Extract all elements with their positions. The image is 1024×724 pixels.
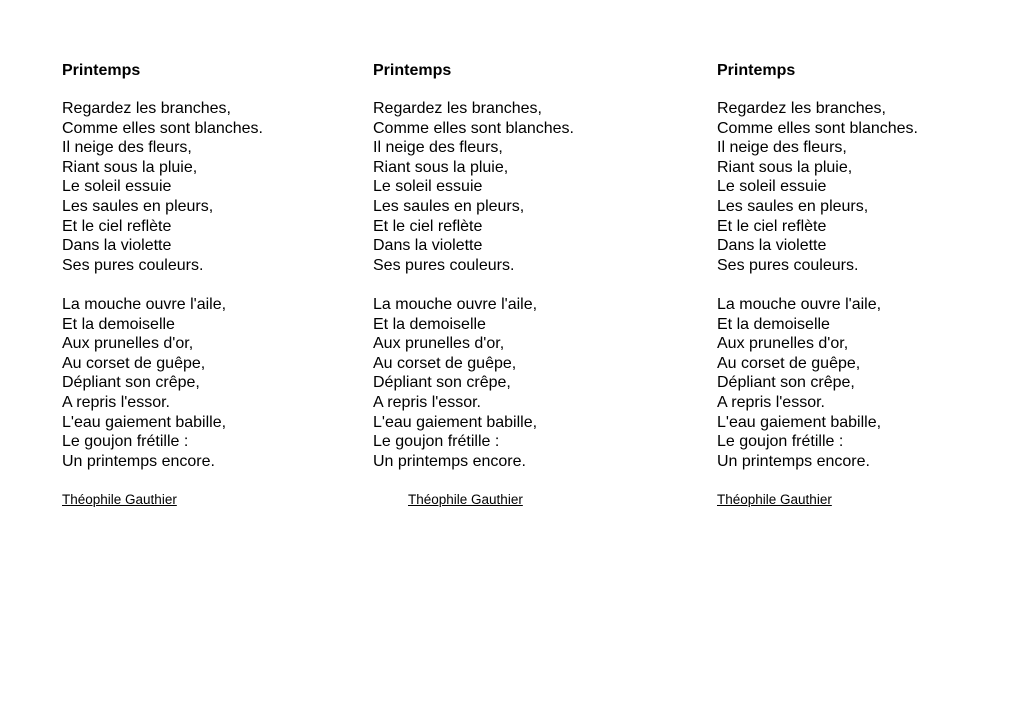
- verse-line: Ses pures couleurs.: [717, 256, 859, 274]
- stanza-1: [373, 99, 673, 275]
- verse-line: Dans la violette: [373, 237, 483, 255]
- verse-line: Regardez les branches,: [373, 100, 542, 117]
- verse-line: A repris l'essor.: [62, 393, 170, 411]
- verse-line: Le goujon frétille :: [62, 433, 189, 451]
- verse-line: Et la demoiselle: [62, 315, 175, 333]
- verse-line: Riant sous la pluie,: [62, 158, 198, 176]
- poem-title: Printemps: [373, 62, 452, 79]
- verse-line: Regardez les branches,: [62, 100, 231, 117]
- verse-line: Les saules en pleurs,: [373, 197, 525, 215]
- verse-line: Le goujon frétille :: [717, 433, 844, 451]
- verse-line: Le soleil essuie: [373, 178, 483, 196]
- verse-line: Comme elles sont blanches.: [373, 119, 574, 137]
- stanza-2: [373, 295, 673, 471]
- verse-line: Regardez les branches,: [717, 100, 886, 117]
- stanza-1: [717, 99, 1017, 275]
- verse-line: Un printemps encore.: [62, 452, 215, 470]
- poem-title: Printemps: [717, 62, 796, 79]
- verse-line: Dépliant son crêpe,: [717, 374, 855, 392]
- verse-line: Les saules en pleurs,: [717, 197, 869, 215]
- verse-line: Dépliant son crêpe,: [62, 374, 200, 392]
- verse-line: Et la demoiselle: [373, 315, 486, 333]
- verse-line: A repris l'essor.: [373, 393, 481, 411]
- poem-column-1: [62, 60, 362, 509]
- verse-line: Comme elles sont blanches.: [717, 119, 918, 137]
- verse-line: Il neige des fleurs,: [62, 139, 192, 157]
- poem-column-2: [373, 60, 673, 509]
- verse-line: Un printemps encore.: [717, 452, 870, 470]
- verse-line: Au corset de guêpe,: [373, 354, 517, 372]
- verse-line: Le goujon frétille :: [373, 433, 500, 451]
- poem-title: Printemps: [62, 62, 141, 79]
- stanza-1: [62, 99, 362, 275]
- verse-line: A repris l'essor.: [717, 393, 825, 411]
- author-credit: Théophile Gauthier: [717, 491, 832, 507]
- verse-line: Riant sous la pluie,: [373, 158, 509, 176]
- poem-column-3: [717, 60, 1017, 509]
- verse-line: Au corset de guêpe,: [717, 354, 861, 372]
- verse-line: Et la demoiselle: [717, 315, 830, 333]
- verse-line: Dépliant son crêpe,: [373, 374, 511, 392]
- stanza-2: [62, 295, 362, 471]
- verse-line: Ses pures couleurs.: [373, 256, 515, 274]
- author-credit: Théophile Gauthier: [408, 491, 523, 507]
- verse-line: L'eau gaiement babille,: [62, 413, 227, 431]
- verse-line: Au corset de guêpe,: [62, 354, 206, 372]
- verse-line: Comme elles sont blanches.: [62, 119, 263, 137]
- stanza-2: [717, 295, 1017, 471]
- verse-line: Dans la violette: [62, 237, 172, 255]
- verse-line: La mouche ouvre l'aile,: [373, 295, 538, 313]
- verse-line: Dans la violette: [717, 237, 827, 255]
- verse-line: Aux prunelles d'or,: [717, 335, 849, 353]
- verse-line: Aux prunelles d'or,: [62, 335, 194, 353]
- verse-line: L'eau gaiement babille,: [373, 413, 538, 431]
- verse-line: Et le ciel reflète: [62, 217, 172, 235]
- verse-line: Riant sous la pluie,: [717, 158, 853, 176]
- verse-line: Et le ciel reflète: [717, 217, 827, 235]
- verse-line: La mouche ouvre l'aile,: [717, 295, 882, 313]
- verse-line: Le soleil essuie: [717, 178, 827, 196]
- author-credit: Théophile Gauthier: [62, 491, 177, 507]
- verse-line: Et le ciel reflète: [373, 217, 483, 235]
- verse-line: Il neige des fleurs,: [717, 139, 847, 157]
- verse-line: Les saules en pleurs,: [62, 197, 214, 215]
- verse-line: Ses pures couleurs.: [62, 256, 204, 274]
- verse-line: L'eau gaiement babille,: [717, 413, 882, 431]
- verse-line: Aux prunelles d'or,: [373, 335, 505, 353]
- verse-line: Il neige des fleurs,: [373, 139, 503, 157]
- verse-line: Le soleil essuie: [62, 178, 172, 196]
- verse-line: La mouche ouvre l'aile,: [62, 295, 227, 313]
- verse-line: Un printemps encore.: [373, 452, 526, 470]
